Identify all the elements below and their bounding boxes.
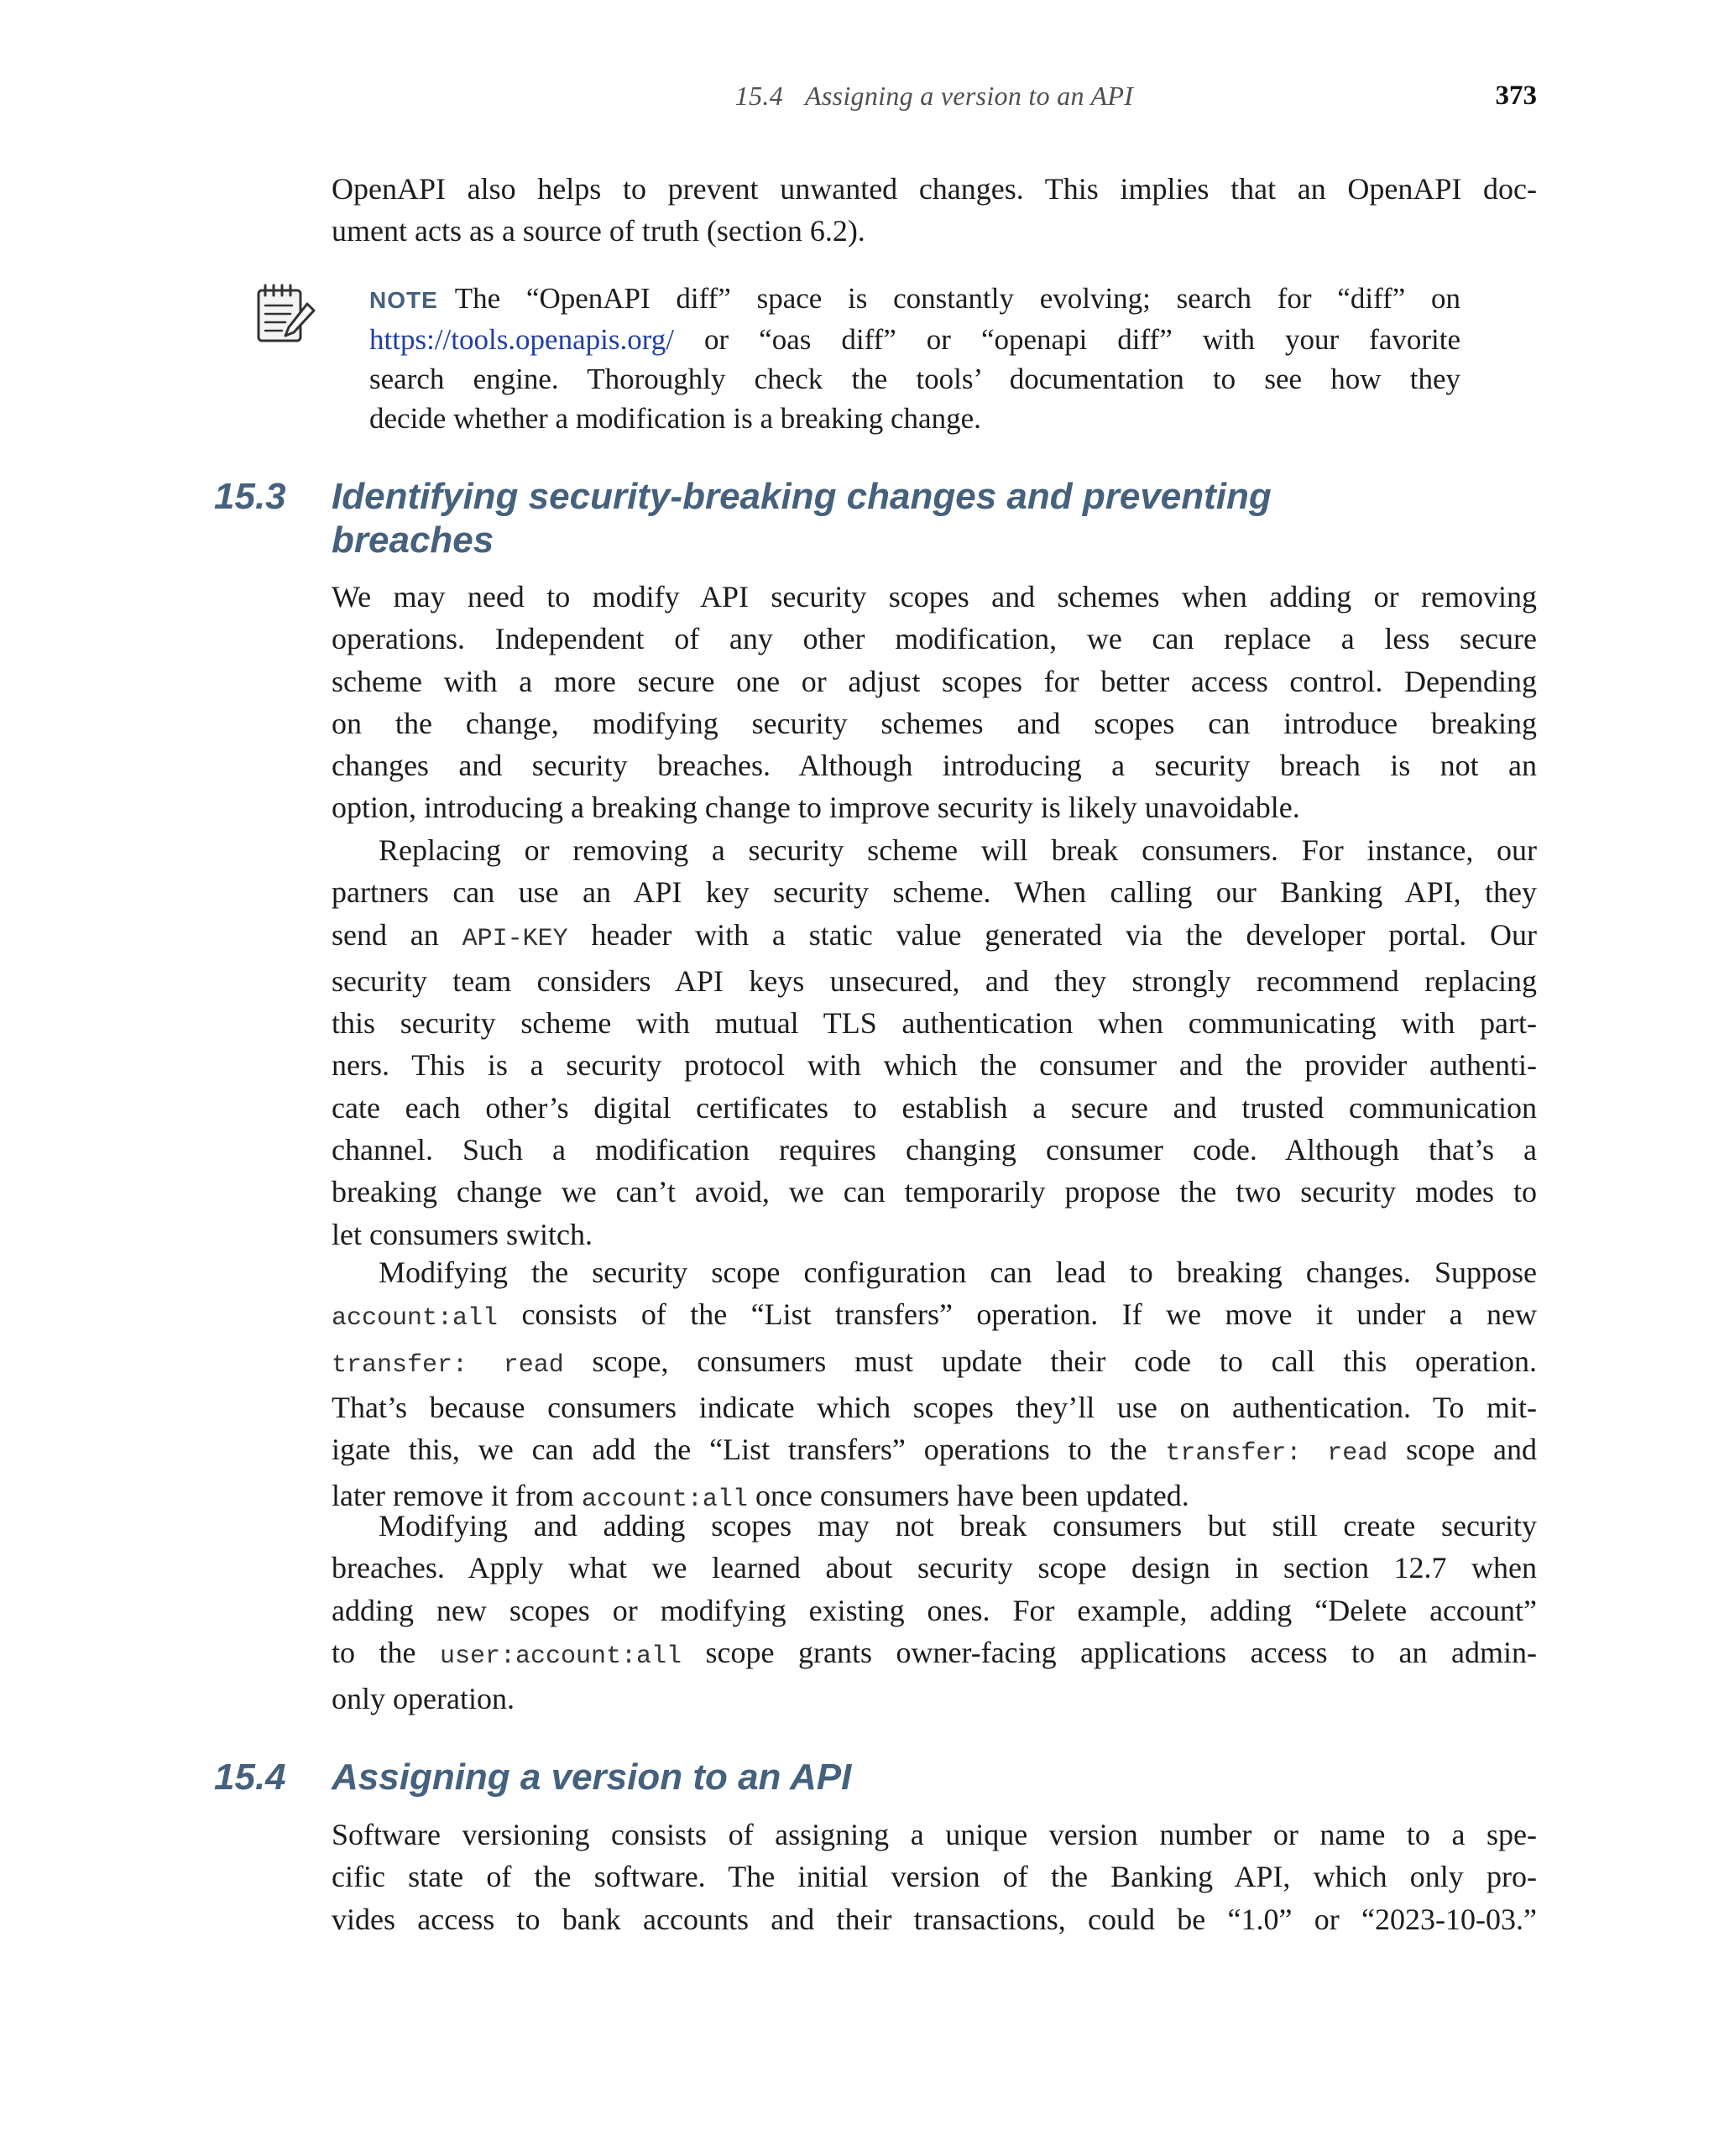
text-run: scope grants owner-facing applications access to an admin- [682, 1635, 1537, 1669]
paragraph [332, 1814, 1537, 1940]
text-line: cific state of the software. The initial version of the Banking API, which only pro- [332, 1860, 1537, 1894]
inline-code: transfer: read [332, 1350, 564, 1380]
text-line: cate each other’s digital certificates to establish a secure and trusted communication [332, 1090, 1537, 1125]
text-line: Modifying and adding scopes may not break consumers but still create security [379, 1509, 1537, 1543]
text-run: header with a static value generated via the developer portal. Our [567, 917, 1537, 952]
section-number: 15.4 [214, 1757, 286, 1798]
paragraph [332, 576, 1537, 829]
text-line [332, 914, 1537, 960]
text-line: Software versioning consists of assigning a unique version number or name to a spe- [332, 1818, 1537, 1851]
text-line: That’s because consumers indicate which scopes they’ll use on authentication. To mit- [332, 1390, 1537, 1424]
text-line: operations. Independent of any other modification, we can replace a less secure [332, 622, 1537, 656]
text-line: only operation. [332, 1682, 515, 1716]
text-line: Replacing or removing a security scheme will break consumers. For instance, our [379, 833, 1537, 867]
inline-code: API-KEY [462, 924, 568, 953]
text-line [332, 1631, 1537, 1678]
inline-code: transfer: read [1165, 1439, 1388, 1469]
text-line: channel. Such a modification requires changing consumer code. Although that’s a [332, 1133, 1537, 1167]
text-run: igate this, we can add the “List transfers” operations to the [332, 1433, 1166, 1467]
text-line: changes and security breaches. Although introducing a security breach is not an [332, 749, 1537, 783]
text-run: consists of the “List transfers” operation. If we move it under a new [498, 1297, 1537, 1332]
section-title [332, 475, 1423, 562]
text-line: breaches. Apply what we learned about security scope design in section 12.7 when [332, 1551, 1537, 1585]
note-text: The “OpenAPI diff” space is constantly evolving; search for “diff” on [454, 282, 1460, 315]
text-line: adding new scopes or modifying existing ones. For example, adding “Delete account” [332, 1593, 1537, 1627]
text-line: this security scheme with mutual TLS authentication when communicating with part- [332, 1006, 1537, 1041]
text-line: option, introducing a breaking change to improve security is likely unavoidable. [332, 791, 1300, 825]
note-line-1 [369, 279, 1460, 320]
text-line: vides access to bank accounts and their transactions, could be “1.0” or “2023-10-03.” [332, 1902, 1537, 1936]
running-header [332, 81, 1537, 119]
paragraph [332, 1251, 1537, 1522]
text-run: later remove it from [332, 1479, 582, 1513]
intro-paragraph [332, 168, 1537, 253]
note-block [369, 279, 1460, 438]
text-line: Modifying the security scope configuration can lead to breaking changes. Suppose [379, 1255, 1537, 1289]
running-header-title [332, 81, 1537, 112]
inline-code: account:all [332, 1304, 499, 1334]
inline-code: account:all [581, 1485, 748, 1515]
text-run: to the [332, 1635, 440, 1669]
text-line: security team considers API keys unsecured, and they strongly recommend replacing [332, 963, 1537, 998]
text-line [332, 1340, 1537, 1386]
running-header-section: 15.4 [734, 81, 783, 111]
text-run: scope, consumers must update their code to call this operation. [563, 1344, 1537, 1378]
text-run: scope and [1387, 1433, 1537, 1467]
text-line [332, 1293, 1537, 1339]
section-title-line: Identifying security-breaking changes and preventing [332, 476, 1272, 517]
text-line: on the change, modifying security schemes and scopes can introduce breaking [332, 706, 1537, 740]
note-line-4: decide whether a modification is a breaking change. [369, 402, 981, 435]
paragraph [332, 829, 1537, 1255]
notepad-icon [252, 282, 319, 349]
text-line: breaking change we can’t avoid, we can temporarily propose the two security modes to [332, 1175, 1537, 1209]
note-label: NOTE [369, 287, 438, 313]
section-heading-15-4 [214, 1756, 1423, 1799]
text-line: ners. This is a security protocol with which the consumer and the provider authenti- [332, 1048, 1537, 1083]
page-number: 373 [1495, 81, 1537, 111]
text-line [332, 1428, 1537, 1475]
paragraph [332, 1505, 1537, 1720]
tools-openapis-link[interactable]: https://tools.openapis.org/ [369, 323, 674, 356]
text-run: once consumers have been updated. [747, 1479, 1189, 1513]
inline-code: user:account:all [439, 1642, 682, 1671]
text-run: send an [332, 917, 462, 952]
note-text: or “oas diff” or “openapi diff” with your favorite [673, 323, 1460, 356]
text-line: let consumers switch. [332, 1217, 593, 1251]
section-title: Assigning a version to an API [332, 1757, 852, 1798]
section-number: 15.3 [214, 476, 286, 517]
text-line: scheme with a more secure one or adjust scopes for better access control. Depending [332, 664, 1537, 698]
section-title-line: breaches [332, 519, 494, 561]
text-line: We may need to modify API security scopes and schemes when adding or removing [332, 580, 1537, 613]
text-line: ument acts as a source of truth (section 6.2). [332, 214, 865, 248]
note-line-2 [369, 320, 1460, 359]
text-line: OpenAPI also helps to prevent unwanted changes. This implies that an OpenAPI doc- [332, 172, 1537, 206]
text-line: partners can use an API key security scheme. When calling our Banking API, they [332, 875, 1537, 910]
note-line-3: search engine. Thoroughly check the tools’ documentation to see how they [369, 363, 1460, 395]
running-header-text: Assigning a version to an API [805, 81, 1134, 111]
section-heading-15-3 [214, 475, 1423, 562]
